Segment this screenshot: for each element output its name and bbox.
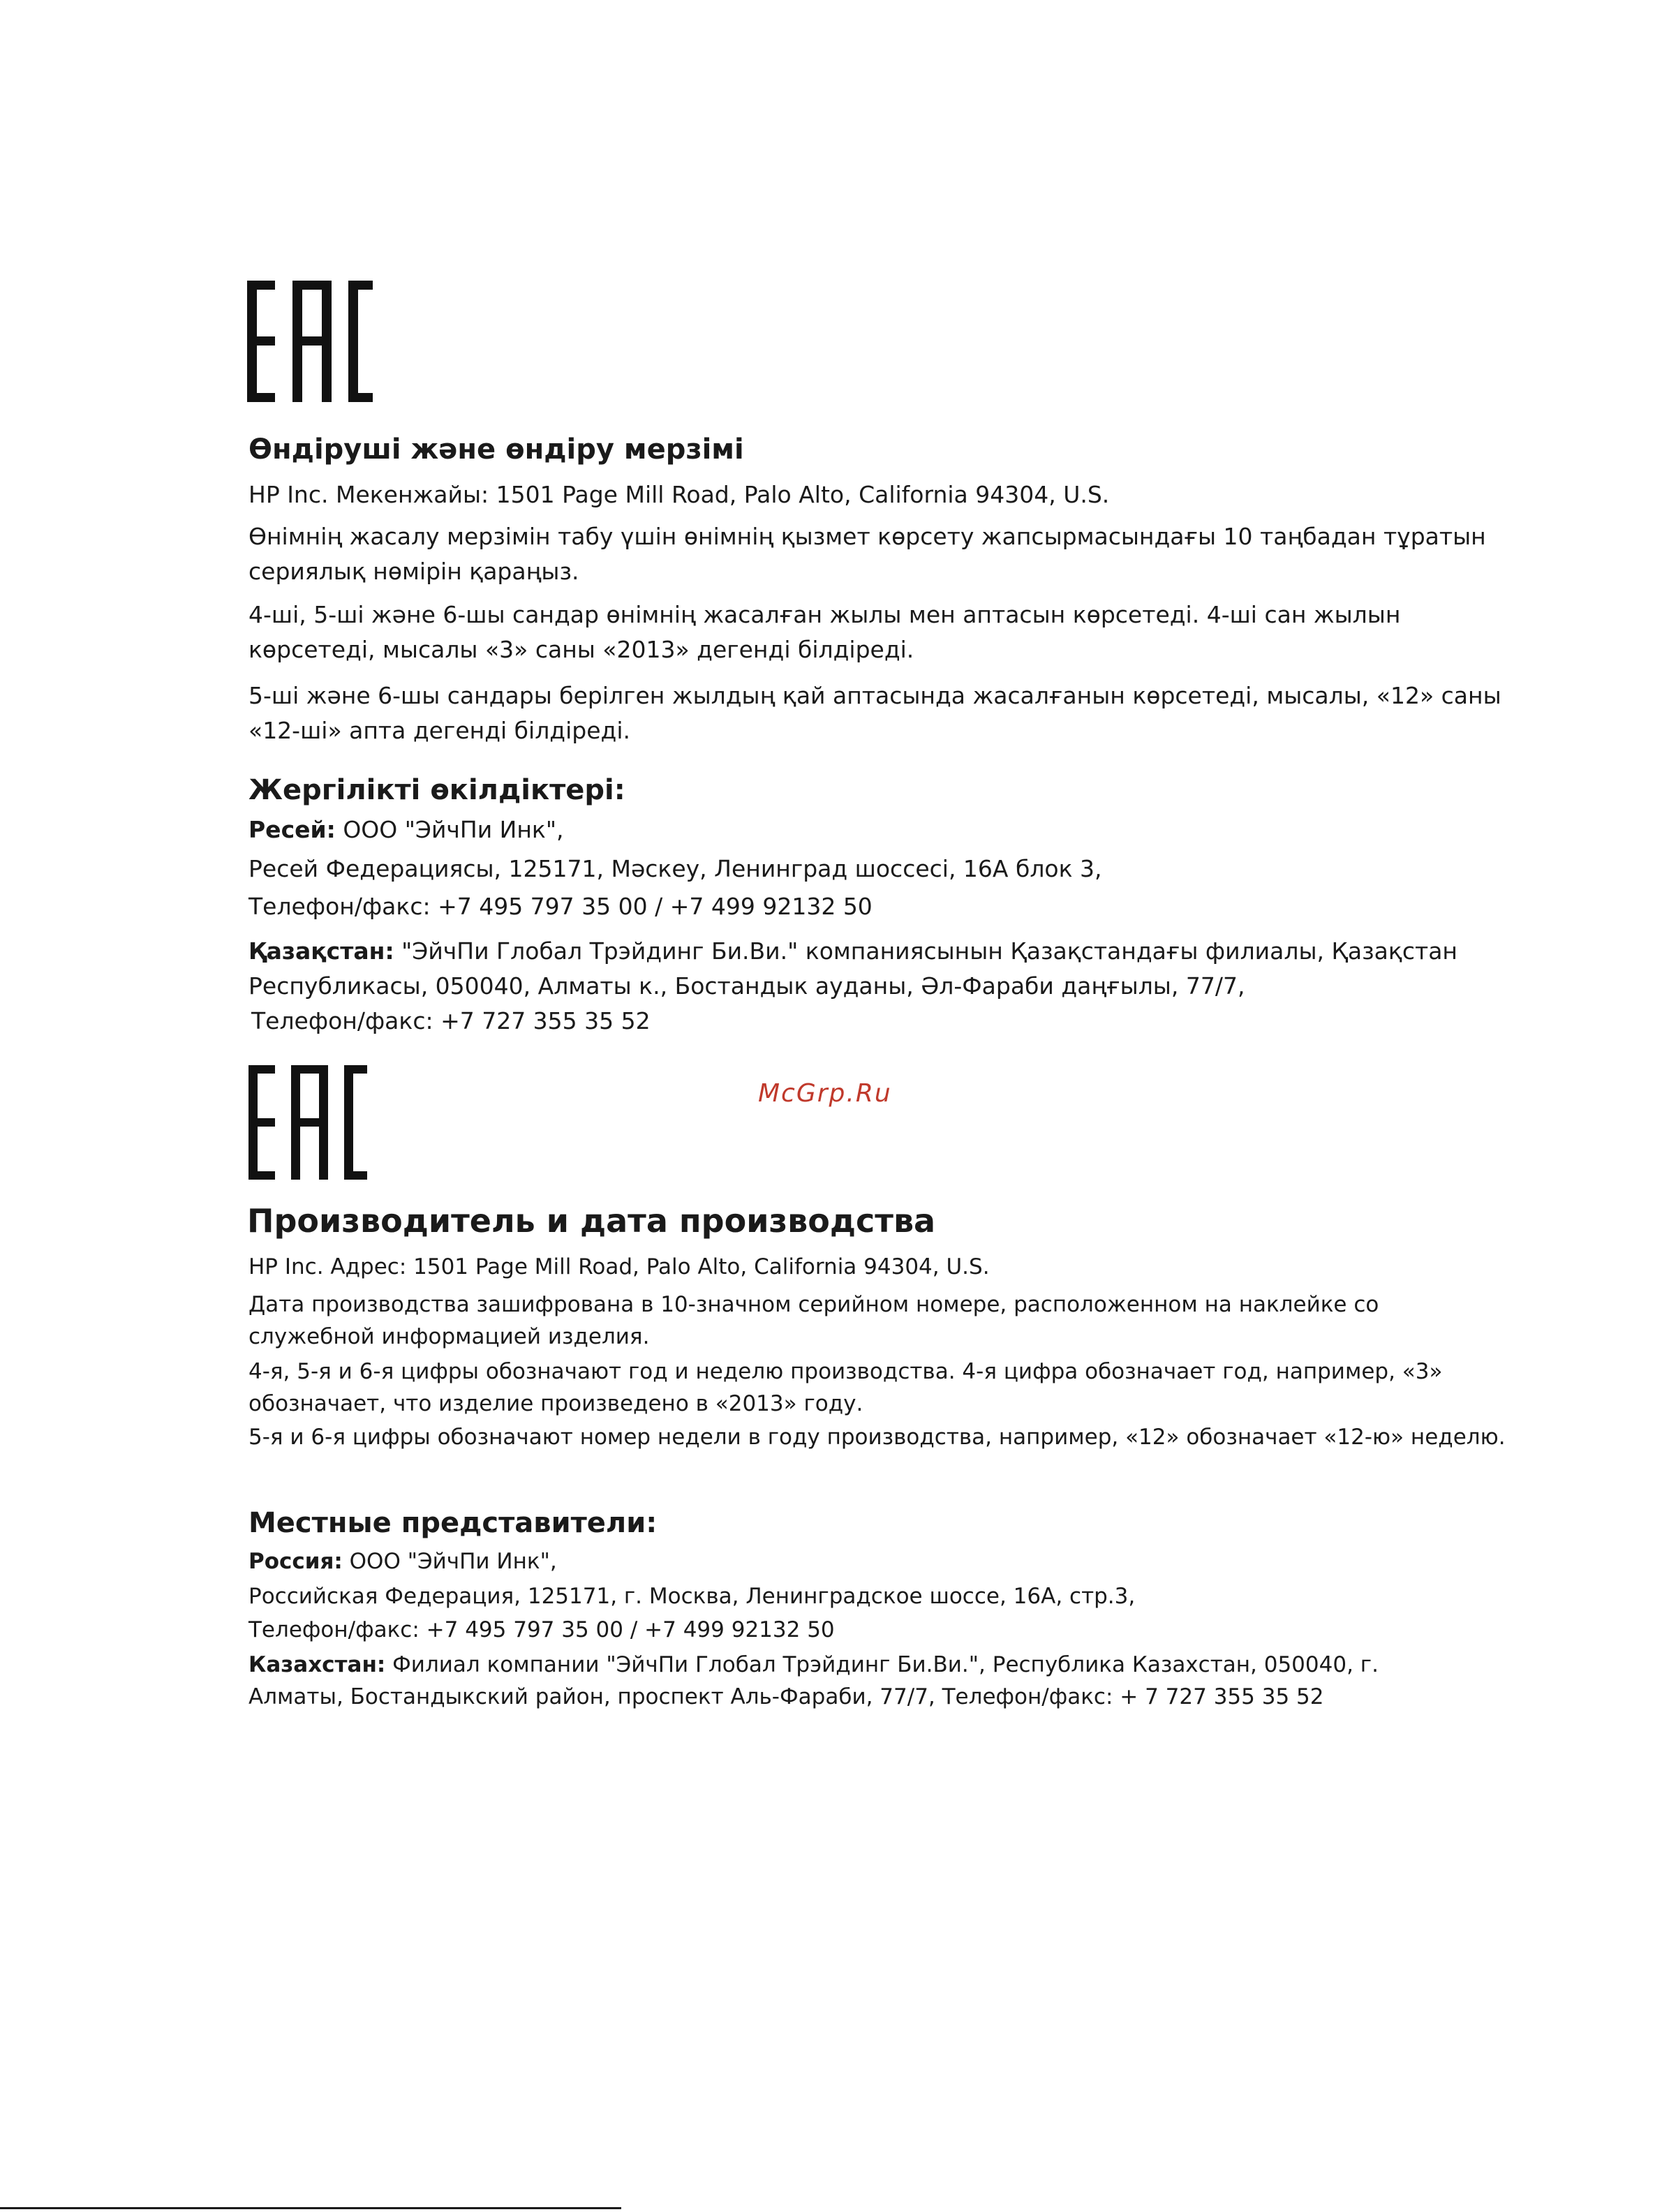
eac-logo-icon [248,1065,367,1180]
ru-russia-company: ООО "ЭйчПи Инк", [342,1549,557,1574]
kk-russia-line-1 [248,812,564,847]
eac-logo-icon [247,281,373,402]
kk-russia-company: ООО "ЭйчПи Инк", [335,816,564,843]
ru-reps-heading: Местные представители: [248,1507,658,1539]
ru-russia-line-2: Российская Федерация, 125171, г. Москва, Ленинградское шоссе, 16A, стр.3, [248,1584,1136,1609]
ru-kazakhstan-line-1 [248,1649,1379,1681]
kk-kazakhstan-line-1 [248,934,1457,969]
kk-address: HP Inc. Мекенжайы: 1501 Page Mill Road, Palo Alto, California 94304, U.S. [248,481,1110,508]
ru-address: HP Inc. Адрес: 1501 Page Mill Road, Palo Alto, California 94304, U.S. [248,1254,990,1279]
kk-paragraph-2-line-1: 4-ші, 5-ші және 6-шы сандар өнімнің жасалған жылы мен аптасын көрсетеді. 4-ші сан жылын [248,601,1401,628]
ru-heading: Производитель и дата производства [247,1202,936,1240]
ru-russia-line-1 [248,1545,557,1578]
eac-logo [247,281,373,402]
kk-paragraph-2-line-2: көрсетеді, мысалы «3» саны «2013» дегенді білдіреді. [248,636,914,663]
ru-russia-line-3: Телефон/факс: +7 495 797 35 00 / +7 499 92132 50 [248,1617,835,1642]
eac-logo [248,1065,367,1180]
ru-paragraph-3-line-1: 5-я и 6-я цифры обозначают номер недели в году производства, например, «12» обозначает «12-ю» неделю. [248,1425,1506,1450]
kk-paragraph-1-line-2: сериялық нөмірін қараңыз. [248,558,579,585]
kk-russia-line-3: Телефон/факс: +7 495 797 35 00 / +7 499 92132 50 [248,893,873,920]
ru-kazakhstan-line-2: Алматы, Бостандыкский район, проспект Аль-Фараби, 77/7, Телефон/факс: + 7 727 355 35 52 [248,1684,1324,1709]
kk-heading: Өндіруші және өндіру мерзімі [248,433,744,466]
kk-kazakhstan-line-3: Телефон/факс: +7 727 355 35 52 [251,1007,651,1034]
kk-kazakhstan-label: Қазақстан: [248,937,394,965]
watermark: McGrp.Ru [758,1079,892,1108]
ru-russia-label: Россия: [248,1549,343,1574]
kk-reps-heading: Жергілікті өкілдіктері: [248,774,625,806]
kk-russia-label: Ресей: [248,816,336,843]
ru-paragraph-2-line-1: 4-я, 5-я и 6-я цифры обозначают год и неделю производства. 4-я цифра обозначает год, например, «3» [248,1359,1443,1384]
ru-paragraph-2-line-2: обозначает, что изделие произведено в «2013» году. [248,1391,863,1416]
ru-kazakhstan-label: Казахстан: [248,1652,386,1677]
kk-russia-line-2: Ресей Федерациясы, 125171, Мәскеу, Ленинград шоссесі, 16A блок 3, [248,855,1102,882]
kk-paragraph-3-line-1: 5-ші және 6-шы сандары берілген жылдың қай аптасында жасалғанын көрсетеді, мысалы, «12» саны [248,682,1501,709]
kk-paragraph-1-line-1: Өнімнің жасалу мерзімін табу үшін өнімнің қызмет көрсету жапсырмасындағы 10 таңбадан тұратын [248,523,1486,550]
kk-kazakhstan-line-2: Республикасы, 050040, Алматы к., Бостандык ауданы, Әл-Фараби даңғылы, 77/7, [248,972,1245,1000]
ru-kazakhstan-company: Филиал компании "ЭйчПи Глобал Трэйдинг Би.Ви.", Республика Казахстан, 050040, г. [385,1652,1379,1677]
footer-divider [0,2207,621,2209]
kk-kazakhstan-company: "ЭйчПи Глобал Трэйдинг Би.Ви." компаниясынын Қазақстандағы филиалы, Қазақстан [394,937,1457,965]
ru-paragraph-1-line-1: Дата производства зашифрована в 10-значном серийном номере, расположенном на наклейке со [248,1292,1379,1317]
kk-paragraph-3-line-2: «12-ші» апта дегенді білдіреді. [248,717,630,744]
ru-paragraph-1-line-2: служебной информацией изделия. [248,1324,650,1349]
